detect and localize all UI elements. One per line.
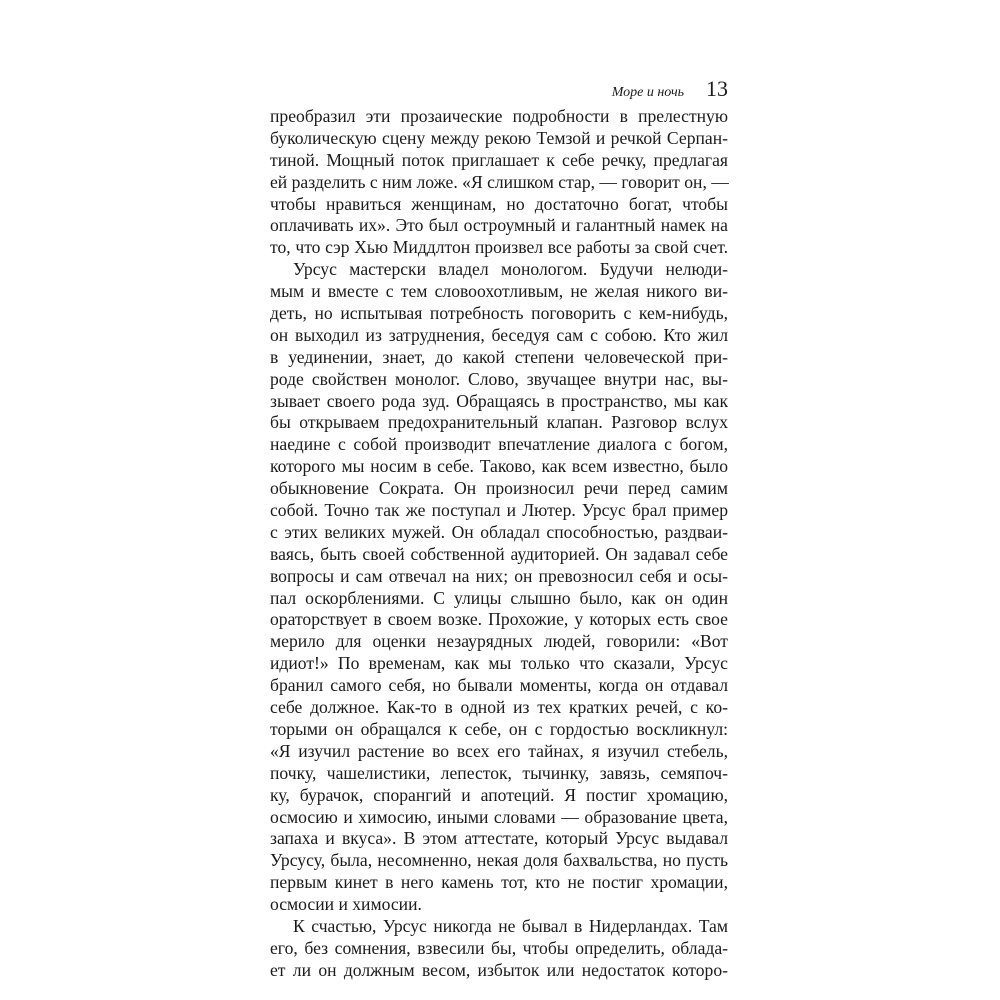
- text-line: бы открываем предохранительный клапан. Разговор вслух: [270, 412, 728, 433]
- text-line: оплачивать их». Это был остроумный и галантный намек на: [270, 215, 728, 236]
- text-line: с этих великих мужей. Он обладал способностью, раздваи-: [270, 521, 728, 542]
- text-line: преобразил эти прозаические подробности в прелестную: [270, 106, 728, 126]
- text-line: пал оскорблениями. С улицы слышно было, как он один: [270, 587, 728, 608]
- running-head: [270, 76, 728, 106]
- text-line: буколическую сцену между рекою Темзой и речкой Серпан-: [270, 127, 728, 148]
- text-line: первым кинет в него камень тот, кто не постиг хромации,: [270, 872, 728, 893]
- text-line: он выходил из затруднения, беседуя сам с собою. Кто жил: [270, 324, 728, 345]
- text-line: мым и вместе с тем словоохотливым, не желая никого ви-: [270, 281, 728, 302]
- text-line: ваясь, быть своей собственной аудиторией. Он задавал себе: [270, 543, 728, 564]
- text-line: запаха и вкуса». В этом аттестате, который Урсус выдавал: [270, 828, 728, 849]
- text-line: Урсусу, была, несомненно, некая доля бахвальства, но пусть: [270, 850, 728, 871]
- text-line: тиной. Мощный поток приглашает к себе речку, предлагая: [270, 149, 728, 170]
- text-line: его, без сомнения, взвесили бы, чтобы определить, облада-: [270, 937, 728, 958]
- text-line: почку, чашелистики, лепесток, тычинку, завязь, семяпоч-: [270, 762, 728, 783]
- text-line: вопросы и сам отвечал на них; он превозносил себя и осы-: [270, 565, 728, 586]
- text-line: собой. Точно так же поступал и Лютер. Урсус брал пример: [270, 500, 728, 521]
- text-line: мерило для оценки незаурядных людей, говорили: «Вот: [270, 631, 728, 652]
- text-line: осмосию и химосию, иными словами — образование цвета,: [270, 806, 728, 827]
- text-line: в уединении, знает, до какой степени человеческой при-: [270, 346, 728, 367]
- text-line: ку, бурачок, спорангий и апотеций. Я постиг хромацию,: [270, 784, 728, 805]
- paragraph: [270, 916, 728, 982]
- text-line: Урсус мастерски владел монологом. Будучи нелюди-: [293, 259, 728, 280]
- text-line: ет ли он должным весом, избыток или недостаток которо-: [270, 959, 728, 980]
- text-line: обыкновение Сократа. Он произносил речи перед самим: [270, 478, 728, 499]
- text-line: торыми он обращался к себе, он с гордостью воскликнул:: [270, 718, 728, 739]
- text-line: идиот!» По временам, как мы только что сказали, Урсус: [270, 653, 728, 674]
- text-line: себе должное. Как-то в одной из тех кратких речей, с ко-: [270, 697, 728, 718]
- paragraph: [270, 106, 728, 259]
- text-line: чтобы нравиться женщинам, но достаточно богат, чтобы: [270, 193, 728, 214]
- text-line: деть, но испытывая потребность поговорить с кем-нибудь,: [270, 303, 728, 324]
- text-line: ораторствует в своем возке. Прохожие, у которых есть свое: [270, 609, 728, 630]
- text-line: бранил самого себя, но бывали моменты, когда он отдавал: [270, 675, 728, 696]
- book-page: [270, 76, 728, 982]
- page-number: 13: [706, 76, 728, 101]
- text-line: «Я изучил растение во всех его тайнах, я изучил стебель,: [270, 740, 728, 761]
- running-title: Море и ночь: [611, 85, 684, 100]
- text-line: которого мы носим в себе. Таково, как всем известно, было: [270, 456, 728, 477]
- text-line: наедине с собой производит впечатление диалога с богом,: [270, 434, 728, 455]
- body-text: [270, 106, 728, 982]
- text-line: зывает своего рода зуд. Обращаясь в пространство, мы как: [270, 390, 728, 411]
- text-line: роде свойствен монолог. Слово, звучащее внутри нас, вы-: [270, 368, 728, 389]
- text-line: К счастью, Урсус никогда не бывал в Нидерландах. Там: [293, 915, 728, 936]
- text-line: осмосии и химосии.: [270, 894, 422, 915]
- paragraph: [270, 259, 728, 916]
- text-line: ей разделить с ним ложе. «Я слишком стар, — говорит он, —: [270, 171, 729, 192]
- text-line: то, что сэр Хью Миддлтон произвел все работы за свой счет.: [270, 237, 728, 258]
